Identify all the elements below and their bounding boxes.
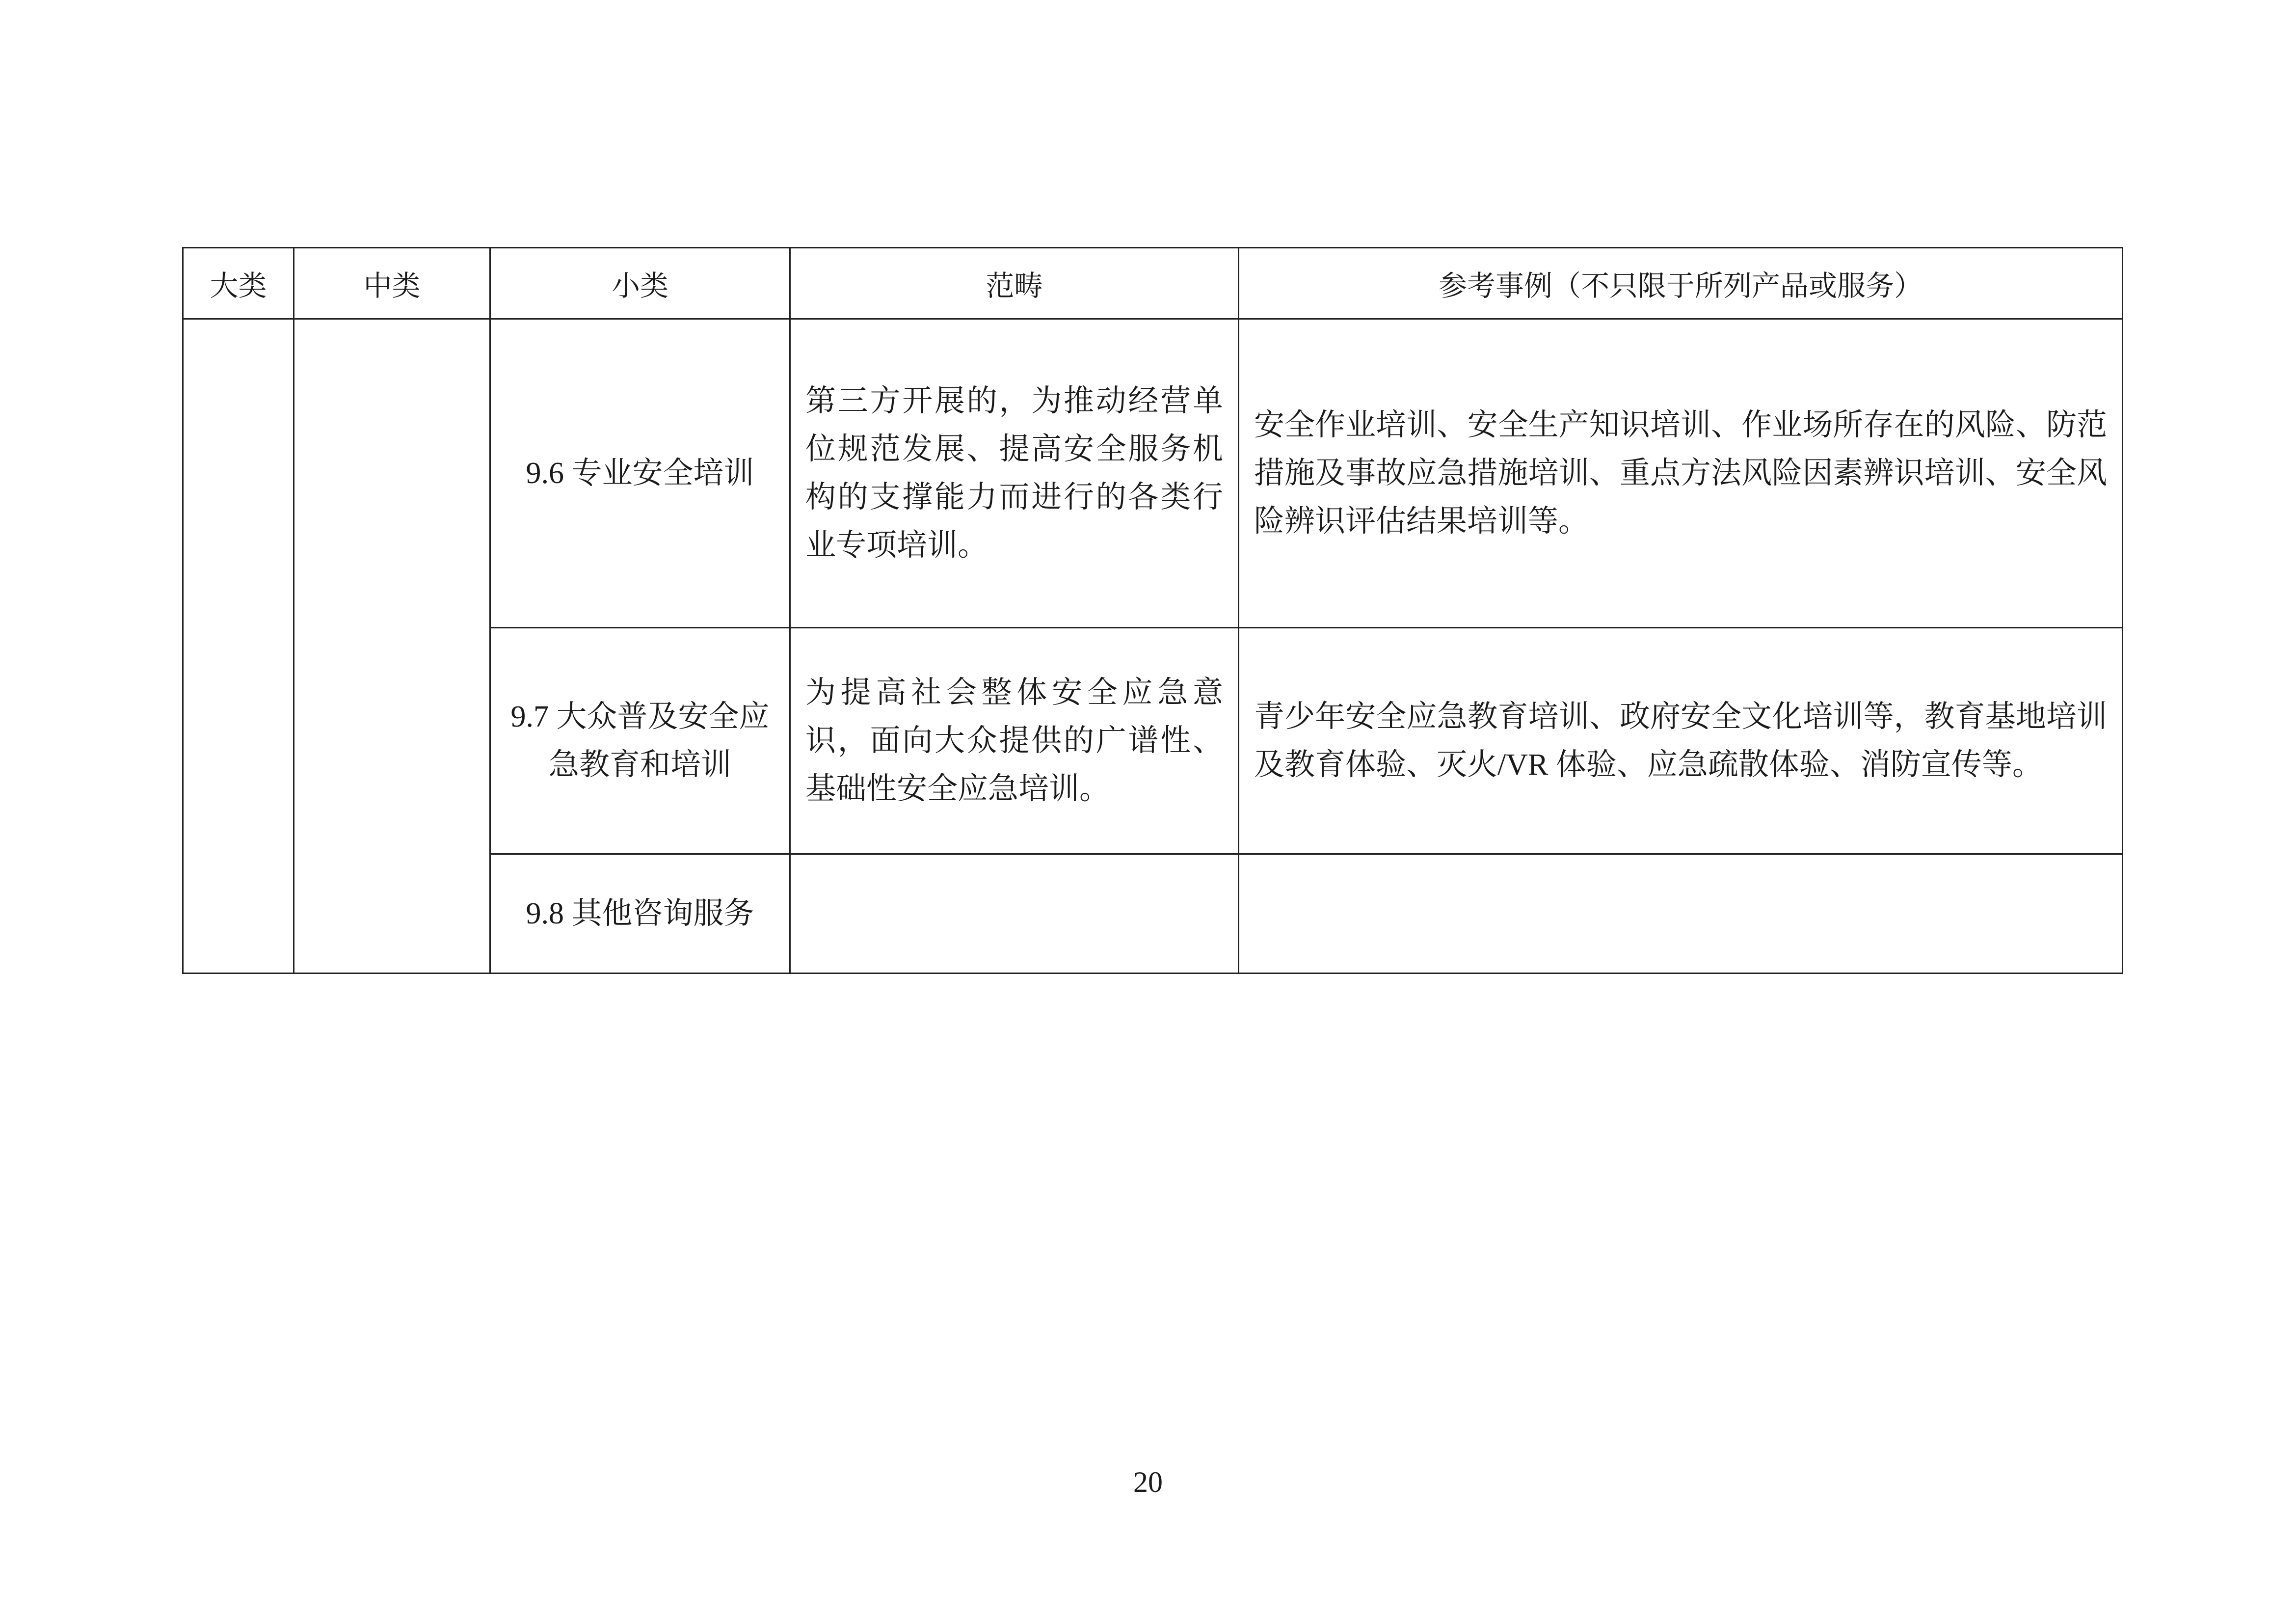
sub-category-cell: 9.6 专业安全培训 [490,319,790,628]
middle-category-cell [294,319,490,974]
examples-cell: 青少年安全应急教育培训、政府安全文化培训等，教育基地培训及教育体验、灭火/VR 体验、应急疏散体验、消防宣传等。 [1239,628,2123,854]
header-major-category: 大类 [183,248,294,319]
header-middle-category: 中类 [294,248,490,319]
page-number: 20 [1133,1466,1163,1498]
sub-category-cell: 9.7 大众普及安全应急教育和培训 [490,628,790,854]
major-category-cell [183,319,294,974]
header-sub-category: 小类 [490,248,790,319]
examples-cell [1239,854,2123,974]
sub-category-cell: 9.8 其他咨询服务 [490,854,790,974]
scope-cell: 第三方开展的，为推动经营单位规范发展、提高安全服务机构的支撑能力而进行的各类行业专项培训。 [790,319,1239,628]
header-scope: 范畴 [790,248,1239,319]
header-reference-examples: 参考事例（不只限于所列产品或服务） [1239,248,2123,319]
table-header-row [183,248,2123,319]
industry-catalog-table [182,247,2123,974]
scope-cell: 为提高社会整体安全应急意识，面向大众提供的广谱性、基础性安全应急培训。 [790,628,1239,854]
examples-cell: 安全作业培训、安全生产知识培训、作业场所存在的风险、防范措施及事故应急措施培训、重点方法风险因素辨识培训、安全风险辨识评估结果培训等。 [1239,319,2123,628]
table-row [183,319,2123,628]
scope-cell [790,854,1239,974]
